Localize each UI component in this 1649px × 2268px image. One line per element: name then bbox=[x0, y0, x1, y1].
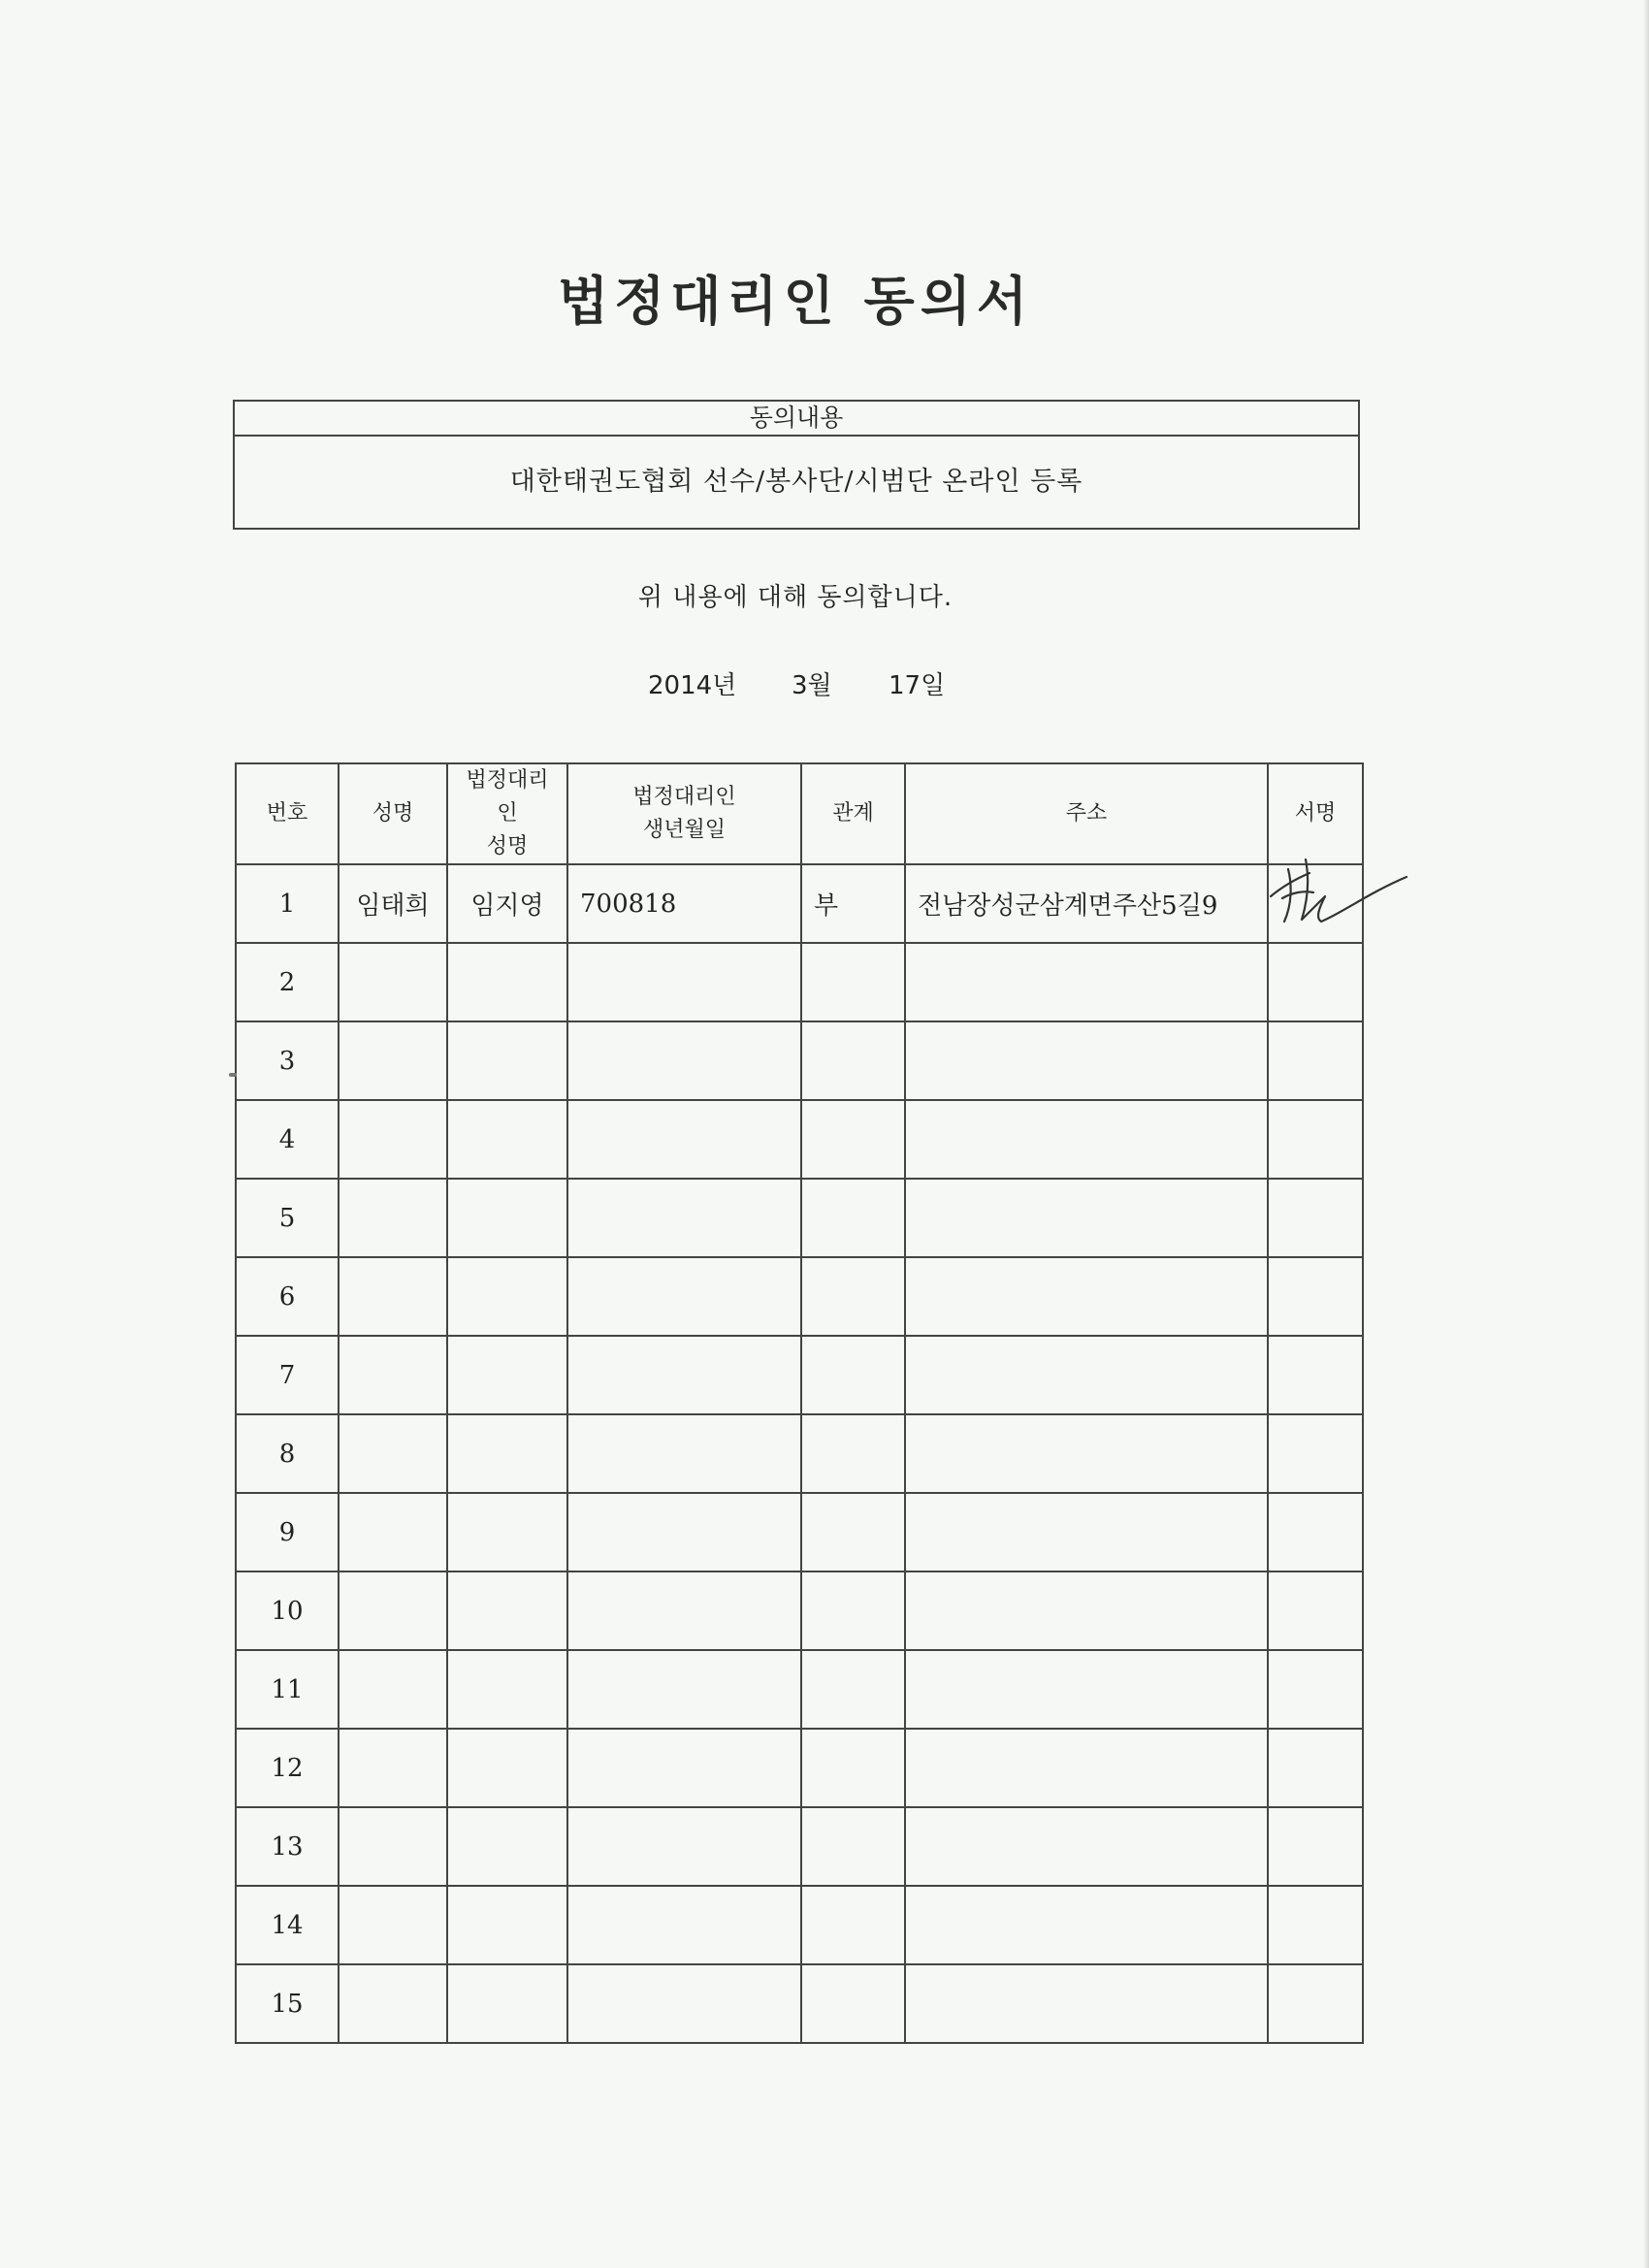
cell-rep-name bbox=[447, 943, 567, 1021]
cell-address bbox=[905, 1964, 1268, 2043]
cell-rep-birth: 700818 bbox=[567, 864, 801, 943]
date-month: 3월 bbox=[792, 671, 832, 700]
cell-rep-birth bbox=[567, 1807, 801, 1886]
cell-address bbox=[905, 1886, 1268, 1964]
cell-relation bbox=[801, 1179, 905, 1257]
cell-name bbox=[339, 1964, 447, 2043]
cell-signature bbox=[1268, 943, 1363, 1021]
cell-rep-name bbox=[447, 1729, 567, 1807]
cell-relation bbox=[801, 1100, 905, 1179]
cell-relation bbox=[801, 1729, 905, 1807]
cell-no: 7 bbox=[236, 1336, 339, 1414]
cell-relation bbox=[801, 1414, 905, 1493]
date-year: 2014년 bbox=[648, 671, 737, 700]
header-rep-name-line: 인 bbox=[497, 801, 518, 826]
cell-rep-name bbox=[447, 1886, 567, 1964]
cell-no: 6 bbox=[236, 1257, 339, 1336]
cell-relation: 부 bbox=[801, 864, 905, 943]
cell-relation bbox=[801, 1021, 905, 1100]
table-row bbox=[236, 1571, 1363, 1650]
header-address: 주소 bbox=[905, 763, 1268, 864]
cell-address bbox=[905, 1729, 1268, 1807]
table-row bbox=[236, 1414, 1363, 1493]
cell-rep-birth bbox=[567, 1964, 801, 2043]
header-rep-birth bbox=[567, 763, 801, 864]
table-row bbox=[236, 1336, 1363, 1414]
cell-rep-name bbox=[447, 1179, 567, 1257]
cell-rep-birth bbox=[567, 1571, 801, 1650]
cell-address bbox=[905, 1100, 1268, 1179]
table-row bbox=[236, 1021, 1363, 1100]
cell-name bbox=[339, 1414, 447, 1493]
cell-address bbox=[905, 943, 1268, 1021]
cell-rep-name bbox=[447, 1650, 567, 1729]
table-header-row bbox=[236, 763, 1363, 864]
cell-signature bbox=[1268, 1807, 1363, 1886]
table-row bbox=[236, 1807, 1363, 1886]
cell-address bbox=[905, 1807, 1268, 1886]
cell-rep-birth bbox=[567, 943, 801, 1021]
cell-signature bbox=[1268, 1257, 1363, 1336]
cell-name bbox=[339, 943, 447, 1021]
cell-no: 9 bbox=[236, 1493, 339, 1571]
cell-address: 전남장성군삼계면주산5길9 bbox=[905, 864, 1268, 943]
header-rep-birth-line: 생년월일 bbox=[642, 818, 726, 842]
cell-no: 1 bbox=[236, 864, 339, 943]
handwritten-signature bbox=[1263, 850, 1408, 937]
cell-relation bbox=[801, 1807, 905, 1886]
cell-rep-birth bbox=[567, 1493, 801, 1571]
cell-rep-name bbox=[447, 1336, 567, 1414]
cell-relation bbox=[801, 1336, 905, 1414]
cell-relation bbox=[801, 1650, 905, 1729]
header-rep-name-line: 법정대리 bbox=[466, 768, 549, 793]
cell-no: 13 bbox=[236, 1807, 339, 1886]
cell-rep-name bbox=[447, 1414, 567, 1493]
cell-rep-name bbox=[447, 1807, 567, 1886]
consent-header: 동의내용 bbox=[235, 402, 1358, 437]
table-row bbox=[236, 1964, 1363, 2043]
cell-name bbox=[339, 1886, 447, 1964]
cell-rep-name bbox=[447, 1021, 567, 1100]
cell-no: 5 bbox=[236, 1179, 339, 1257]
table-row bbox=[236, 1886, 1363, 1964]
cell-no: 3 bbox=[236, 1021, 339, 1100]
cell-address bbox=[905, 1571, 1268, 1650]
cell-rep-birth bbox=[567, 1179, 801, 1257]
cell-rep-birth bbox=[567, 1414, 801, 1493]
cell-signature bbox=[1268, 1886, 1363, 1964]
cell-rep-birth bbox=[567, 1257, 801, 1336]
cell-address bbox=[905, 1414, 1268, 1493]
cell-rep-name: 임지영 bbox=[447, 864, 567, 943]
header-signature: 서명 bbox=[1268, 763, 1363, 864]
cell-no: 2 bbox=[236, 943, 339, 1021]
table-row bbox=[236, 943, 1363, 1021]
cell-signature bbox=[1268, 1179, 1363, 1257]
cell-no: 8 bbox=[236, 1414, 339, 1493]
table-row bbox=[236, 1257, 1363, 1336]
cell-signature bbox=[1268, 1571, 1363, 1650]
header-name: 성명 bbox=[339, 763, 447, 864]
cell-no: 10 bbox=[236, 1571, 339, 1650]
table-row bbox=[236, 1650, 1363, 1729]
cell-no: 15 bbox=[236, 1964, 339, 2043]
table-row bbox=[236, 1100, 1363, 1179]
agreement-statement: 위 내용에 대해 동의합니다. bbox=[637, 583, 954, 612]
table-body bbox=[236, 864, 1363, 2043]
header-rep-birth-line: 법정대리인 bbox=[632, 785, 736, 809]
table-row bbox=[236, 1729, 1363, 1807]
cell-rep-birth bbox=[567, 1021, 801, 1100]
cell-no: 14 bbox=[236, 1886, 339, 1964]
cell-signature bbox=[1268, 1650, 1363, 1729]
cell-name bbox=[339, 1336, 447, 1414]
scan-speck bbox=[229, 1073, 237, 1077]
cell-address bbox=[905, 1336, 1268, 1414]
cell-relation bbox=[801, 1886, 905, 1964]
cell-relation bbox=[801, 1493, 905, 1571]
cell-relation bbox=[801, 1257, 905, 1336]
cell-name bbox=[339, 1729, 447, 1807]
scan-edge bbox=[1643, 0, 1649, 2268]
cell-rep-birth bbox=[567, 1729, 801, 1807]
cell-name bbox=[339, 1493, 447, 1571]
cell-no: 11 bbox=[236, 1650, 339, 1729]
header-relation: 관계 bbox=[801, 763, 905, 864]
cell-rep-name bbox=[447, 1571, 567, 1650]
cell-name bbox=[339, 1179, 447, 1257]
header-no: 번호 bbox=[236, 763, 339, 864]
cell-signature bbox=[1268, 1729, 1363, 1807]
cell-relation bbox=[801, 943, 905, 1021]
cell-rep-name bbox=[447, 1100, 567, 1179]
cell-address bbox=[905, 1650, 1268, 1729]
table-row bbox=[236, 1493, 1363, 1571]
cell-signature bbox=[1268, 1100, 1363, 1179]
header-rep-name-line: 성명 bbox=[486, 834, 529, 859]
cell-rep-birth bbox=[567, 1650, 801, 1729]
cell-address bbox=[905, 1493, 1268, 1571]
cell-signature bbox=[1268, 864, 1363, 943]
cell-signature bbox=[1268, 1964, 1363, 2043]
cell-no: 12 bbox=[236, 1729, 339, 1807]
cell-relation bbox=[801, 1964, 905, 2043]
consent-box bbox=[233, 400, 1360, 530]
header-rep-name bbox=[447, 763, 567, 864]
cell-name bbox=[339, 1571, 447, 1650]
cell-rep-name bbox=[447, 1964, 567, 2043]
cell-rep-name bbox=[447, 1493, 567, 1571]
cell-address bbox=[905, 1021, 1268, 1100]
cell-signature bbox=[1268, 1493, 1363, 1571]
cell-signature bbox=[1268, 1336, 1363, 1414]
cell-rep-birth bbox=[567, 1100, 801, 1179]
cell-address bbox=[905, 1179, 1268, 1257]
cell-address bbox=[905, 1257, 1268, 1336]
cell-rep-birth bbox=[567, 1336, 801, 1414]
registration-table bbox=[235, 762, 1364, 2044]
cell-name bbox=[339, 1100, 447, 1179]
cell-rep-birth bbox=[567, 1886, 801, 1964]
cell-name bbox=[339, 1257, 447, 1336]
cell-signature bbox=[1268, 1414, 1363, 1493]
table-row bbox=[236, 1179, 1363, 1257]
cell-rep-name bbox=[447, 1257, 567, 1336]
cell-name bbox=[339, 1650, 447, 1729]
cell-relation bbox=[801, 1571, 905, 1650]
cell-signature bbox=[1268, 1021, 1363, 1100]
table-row bbox=[236, 864, 1363, 943]
date-day: 17일 bbox=[889, 671, 946, 700]
cell-no: 4 bbox=[236, 1100, 339, 1179]
cell-name bbox=[339, 1807, 447, 1886]
consent-content: 대한태권도협회 선수/봉사단/시범단 온라인 등록 bbox=[509, 467, 1083, 497]
cell-name bbox=[339, 1021, 447, 1100]
cell-name: 임태희 bbox=[339, 864, 447, 943]
document-title: 법정대리인 동의서 bbox=[557, 270, 1034, 332]
